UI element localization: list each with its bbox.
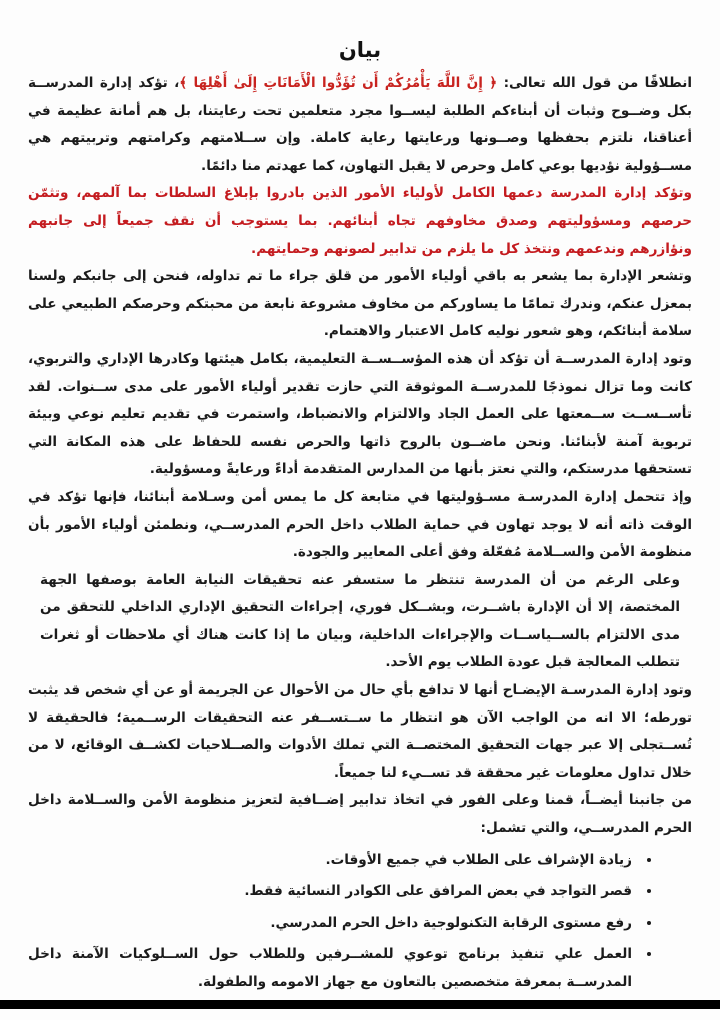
quran-verse: ﴿ إِنَّ اللَّهَ يَأْمُرُكُمْ أَن تُؤَدُّوا الْأَمَانَاتِ إِلَىٰ أَهْلِهَا ﴾ <box>179 75 498 91</box>
intro-text-before-verse: انطلاقًا من قول الله تعالى: <box>497 75 692 91</box>
list-item-female-staff-facilities: • قصر التواجد في بعض المرافق على الكوادر النسائية فقط. <box>28 878 636 906</box>
school-reputation-paragraph: وتود إدارة المدرســة أن تؤكد أن هذه المؤســســة التعليمية، بكامل هيئتها وكادرها الإداري والتربوي، كانت وما تزال نموذجًا للمدرســة الموثوقة التي حازت تقدير أولياء الأمور على مدى ســنوات. لقد تأســســت ســمعتها على العمل الجاد والالتزام والانضباط، واستمرت في تقديم تعليم نوعي وبيئة تربوية آمنة لأبنائنا. ونحن ماضــون بالروح ذاتها والحرص نفسه للحفاظ على هذه المكانة التي تستحقها مدرستكم، والتي نعتز بأنها من المدارس المتقدمة أداءً ورعايةً ومسؤولية. <box>28 350 692 478</box>
additional-measures-intro-paragraph: من جانبنا أيضــاً، قمنا وعلى الفور في اتخاذ تدابير إضــافية لتعزيز منظومة الأمن والســلامة داخل الحرم المدرســي، والتي تشمل: <box>28 792 692 837</box>
internal-investigation-paragraph: وعلى الرغم من أن المدرسة تنتظر ما ستسفر عنه تحقيقات النيابة العامة بوصفها الجهة المختصة، إلا أن الإدارة باشــرت، وبشــكل فوري، إجراءات التحقيق الإداري الداخلي للتحقق من مدى الالتزام بالســياســات والإجراءات الداخلية، وبيان ما إذا كانت هناك أي ملاحظات أو ثغرات تتطلب المعالجة قبل عودة الطلاب يوم الأحد. <box>40 571 680 671</box>
shared-concern-paragraph: وتشعر الإدارة بما يشعر به باقي أولياء الأمور من قلق جراء ما تم تداوله، فنحن إلى جانبكم ولسنا بمعزل عنكم، وندرك تمامًا ما يساوركم من مخاوف مشروعة نابعة من محبتكم وحرصكم الطبيعي على سلامة أبنائكم، وهو شعور نوليه كامل الاعتبار والاهتمام. <box>28 268 692 340</box>
list-item-tech-monitoring: • رفع مستوى الرقابة التكنولوجية داخل الحرم المدرسي. <box>28 910 636 938</box>
parents-support-paragraph: وتؤكد إدارة المدرسة دعمها الكامل لأولياء الأمور الذين بادروا بإبلاغ السلطات بما آلمهم، وتثمّن حرصهم ومسؤوليتهم وصدق مخاوفهم تجاه أبنائهم. بما يستوجب أن نقف جميعاً إلى جانبهم ونؤازرهم وندعمهم ونتخذ كل ما يلزم من تدابير لصونهم وحمايتهم. <box>28 185 692 257</box>
list-item-supervision: • زيادة الإشراف على الطلاب في جميع الأوقات. <box>28 847 636 875</box>
official-investigation-paragraph: وتود إدارة المدرسـة الإيضـاح أنها لا تدافع بأي حال من الأحوال عن الجريمة أو عن أي شخص قد يثبت تورطه؛ الا انه من الواجب الآن هو انتظار ما ســتســفر عنه التحقيقات الرســمية؛ فالحقيقة لا تُســتجلى إلا عبر جهات التحقيق المختصــة التي تملك الأدوات والصــلاحيات لكشــف الوقائع، لا من خلال تداول معلومات غير محققة قد تســيء لنا جميعاً. <box>28 682 692 781</box>
intro-text-after-verse: ، تؤكد إدارة المدرســة بكل وضــوح وثبات أن أبناءكم الطلبة ليســوا مجرد متعلمين تحت رعايتنا، بل هم أمانة عظيمة في أعناقنا، نلتزم بحفظها وصــونها ورعايتها رعاية كاملة. وإن ســلامتهم وكرامتهم وتربيتهم هي مســؤولية نؤديها بوعي كامل وحرص لا يقبل التهاون، كما عهدتم منا دائمًا. <box>28 75 692 174</box>
list-item-awareness-program: • العمل علي تنفيذ برنامج توعوي للمشــرفين وللطلاب حول الســلوكيات الآمنة داخل المدرســة بمعرفة متخصصين بالتعاون مع جهاز الامومه والطفولة. <box>28 941 636 996</box>
document-title: بيان <box>338 38 382 62</box>
intro-paragraph <box>28 70 692 180</box>
footer-bar <box>0 1000 720 1009</box>
safety-assurance-paragraph: وإذ تتحمل إدارة المدرسـة مسـؤوليتها في متابعة كل ما يمس أمن وسـلامة أبنائنا، فإنها تؤكد في الوقت ذاته أنه لا يوجد تهاون في حماية الطلاب داخل الحرم المدرســي، ونطمئن أولياء الأمور بأن منظومة الأمن والســلامة مُفعّلة وفق أعلى المعايير والجودة. <box>28 488 692 561</box>
measures-list <box>28 847 692 997</box>
